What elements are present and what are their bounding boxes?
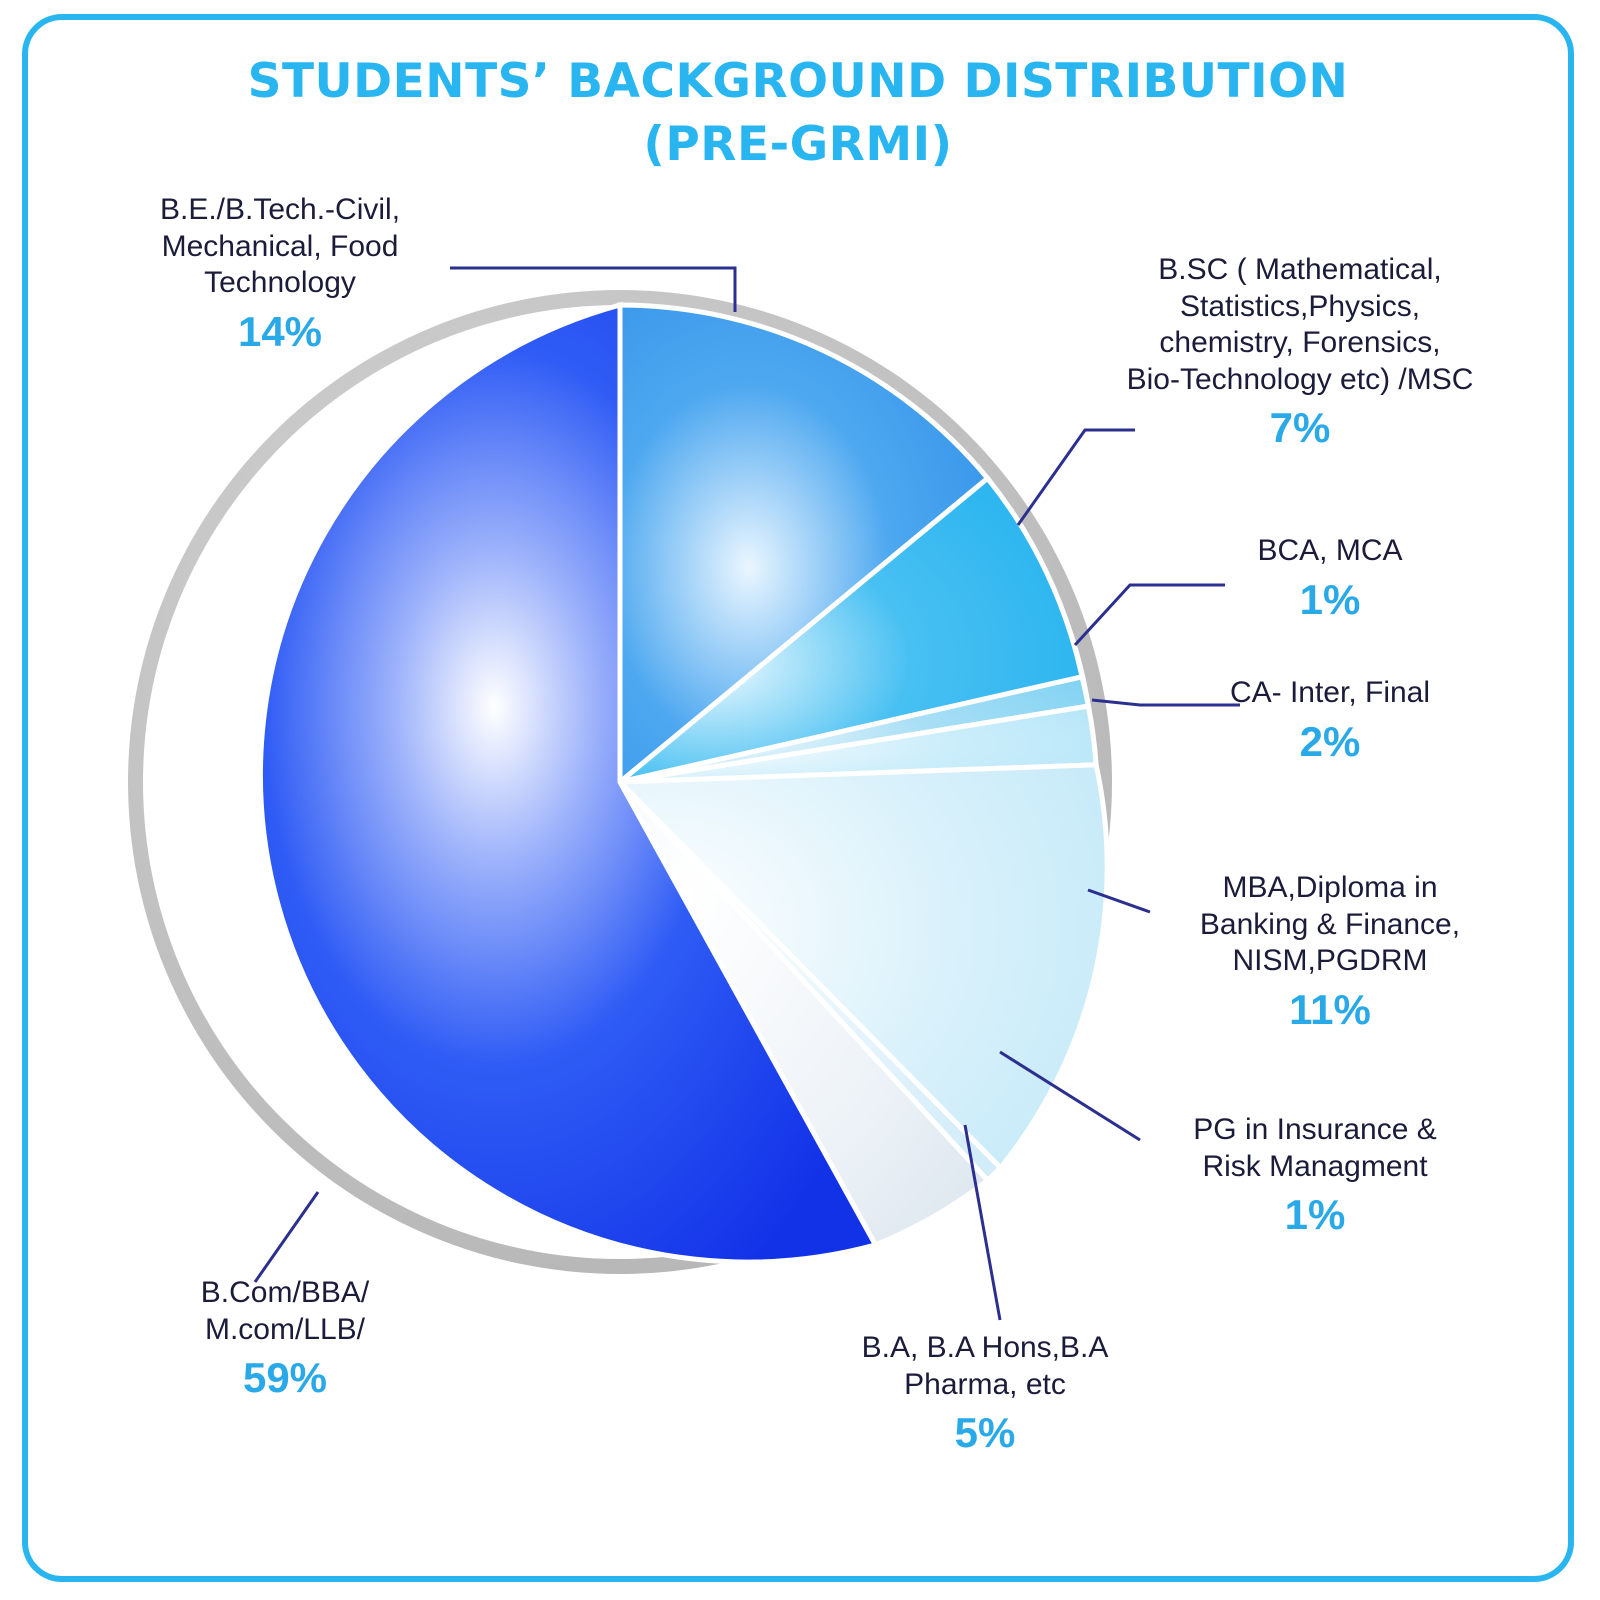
callout-percent: 11% (1289, 985, 1371, 1033)
callout-label-line: CA- Inter, Final (1229, 676, 1431, 709)
title-line-2: (PRE-GRMI) (643, 117, 953, 173)
callout-label-line: MBA,Diploma in (1222, 871, 1438, 904)
callout-label-line: B.Com/BBA/ (200, 1276, 370, 1309)
callout-label-line: chemistry, Forensics, (1159, 326, 1441, 360)
callout-label-line: Mechanical, Food (161, 229, 399, 263)
callout-percent: 1% (1284, 1191, 1346, 1239)
callout-label-line: BCA, MCA (1257, 534, 1403, 567)
leader-line-bcom-bba (255, 1192, 318, 1282)
callout-pg-insurance (1120, 1112, 1510, 1240)
callout-label-line: Bio-Technology etc) /MSC (1126, 362, 1474, 396)
callout-percent: 14% (237, 307, 323, 355)
callout-bsc-msc (1085, 252, 1515, 454)
callout-label-line: Risk Managment (1202, 1149, 1428, 1183)
callout-label-line: B.SC ( Mathematical, (1158, 253, 1442, 286)
callout-label-line: Banking & Finance, (1199, 907, 1461, 941)
callout-label-line: PG in Insurance & (1193, 1113, 1437, 1146)
callout-be-btech (90, 192, 470, 357)
callout-label-line: M.com/LLB/ (204, 1312, 366, 1346)
callout-label-line: Statistics,Physics, (1179, 289, 1421, 323)
callout-percent: 7% (1269, 404, 1331, 452)
callout-percent: 5% (954, 1409, 1016, 1457)
callout-bcom-bba (120, 1275, 450, 1403)
callout-percent: 59% (242, 1354, 328, 1402)
title-line-1: STUDENTS’ BACKGROUND DISTRIBUTION (247, 54, 1349, 109)
callout-percent: 1% (1299, 575, 1361, 623)
callout-percent: 2% (1299, 717, 1361, 765)
callout-mba-diploma (1150, 870, 1510, 1035)
callout-bca-mca (1150, 533, 1510, 625)
callout-label-line: B.E./B.Tech.-Civil, (159, 193, 401, 226)
callout-label-line: Pharma, etc (904, 1367, 1066, 1401)
callout-label-line: NISM,PGDRM (1232, 944, 1428, 978)
callout-label-line: B.A, B.A Hons,B.A (861, 1331, 1109, 1364)
callout-label-line: Technology (204, 266, 356, 300)
callout-ba-hons (790, 1330, 1180, 1458)
callout-ca-inter-final (1150, 675, 1510, 767)
